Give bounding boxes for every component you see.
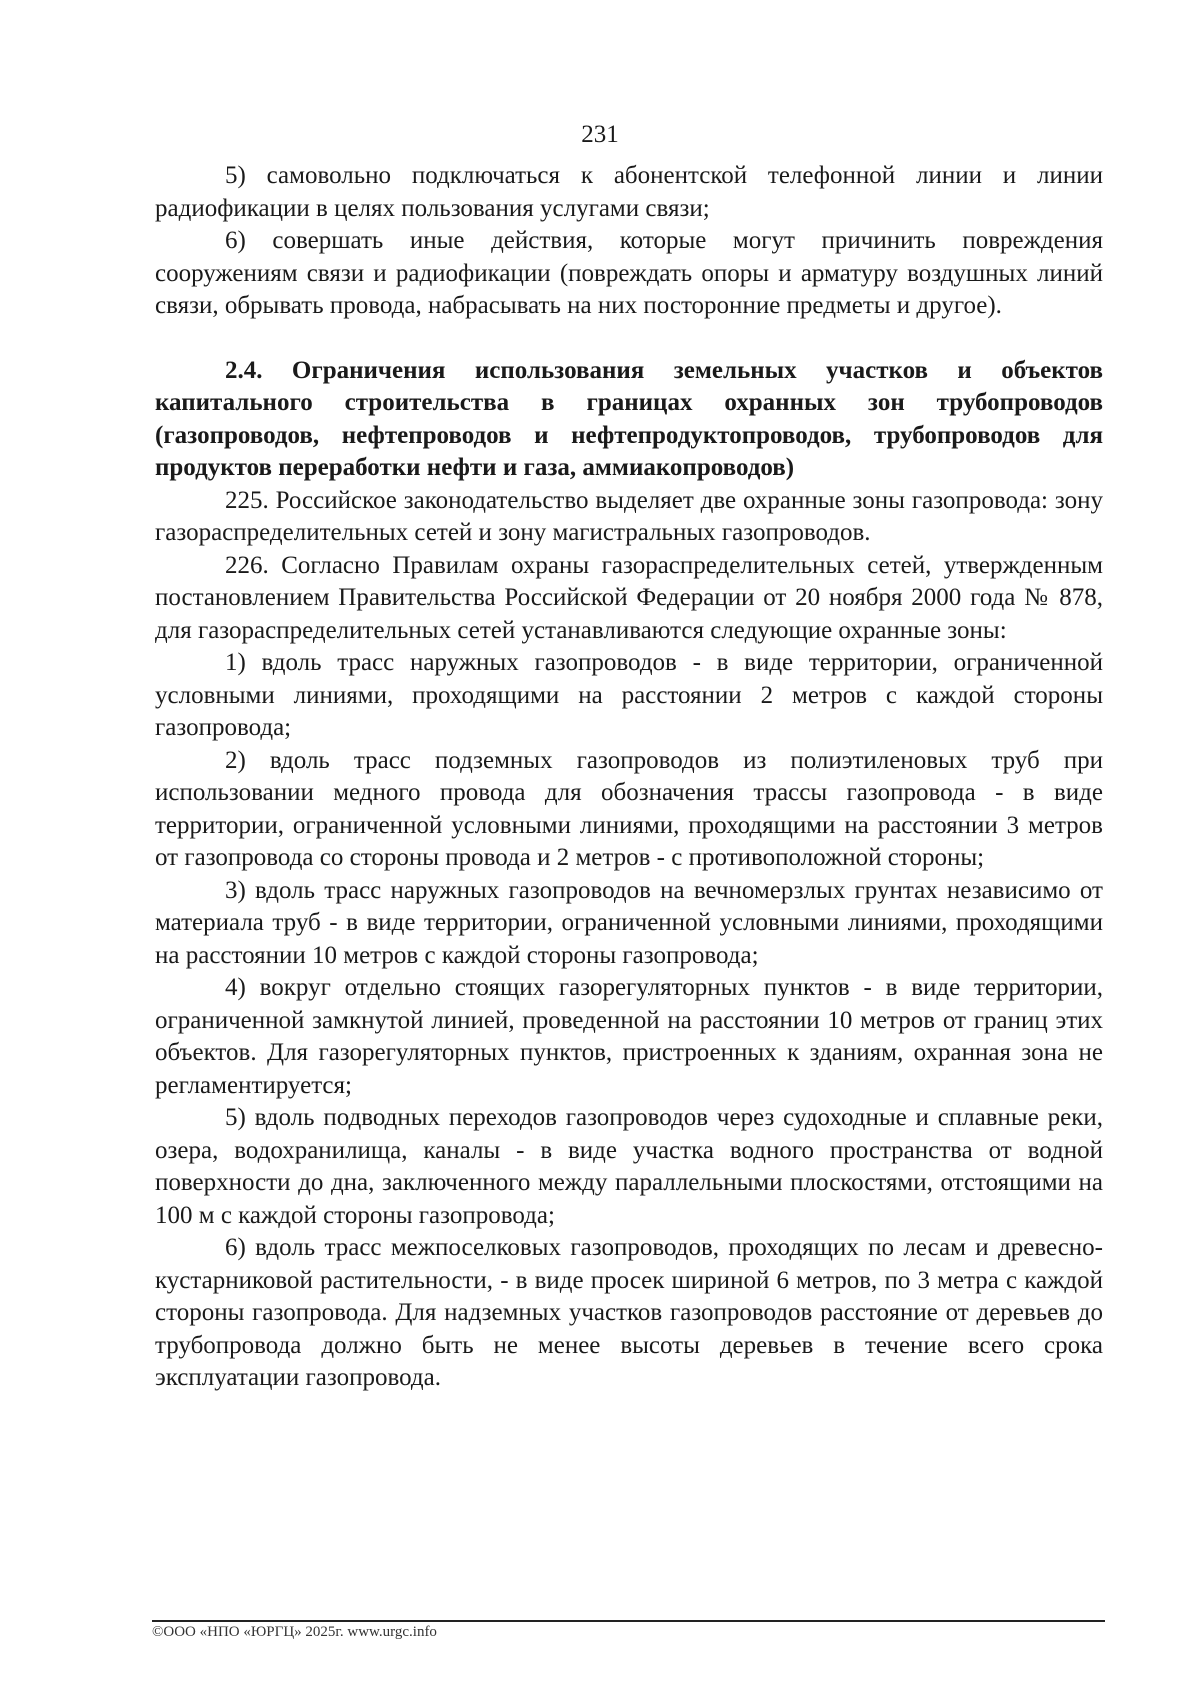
zone-item-3: 3) вдоль трасс наружных газопроводов на вечномерзлых грунтах независимо от материала труб - в виде территории, ограниченной условными линиями, проходящими на расстоянии 10 метров с каждой стороны газопровода; [155,876,1103,969]
section-heading-block [155,355,1103,485]
list-item-6: 6) совершать иные действия, которые могут причинить повреждения сооружениям связи и радиофикации (повреждать опоры и арматуру воздушных линий связи, обрывать провода, набрасывать на них посторонние предметы и другое). [155,227,1103,319]
list-item-5: 5) самовольно подключаться к абонентской телефонной линии и линии радиофикации в целях пользования услугами связи; [155,162,1103,222]
document-body [155,160,1103,1395]
paragraph-226: 226. Согласно Правилам охраны газораспределительных сетей, утвержденным постановлением Правительства Российской Федерации от 20 ноября 2000 года № 878, для газораспределительных сетей устанавливаются следующие охранные зоны: [155,551,1103,644]
zone-item-2: 2) вдоль трасс подземных газопроводов из полиэтиленовых труб при использовании медного провода для обозначения трассы газопровода - в виде территории, ограниченной условными линиями, проходящими на расстоянии 3 метров от газопровода со стороны провода и 2 метров - с противоположной стороны; [155,746,1103,871]
section-heading: 2.4. Ограничения использования земельных участков и объектов капитального строительства в границах охранных зон трубопроводов (газопроводов, нефтепроводов и нефтепродуктопроводов, трубопроводов для продуктов переработки нефти и газа, аммиакопроводов) [155,356,1103,481]
paragraph-225: 225. Российское законодательство выделяет две охранные зоны газопровода: зону газораспределительных сетей и зону магистральных газопроводов. [155,486,1103,546]
zone-item-5: 5) вдоль подводных переходов газопроводов через судоходные и сплавные реки, озера, водохранилища, каналы - в виде участка водного пространства от водной поверхности до дна, заключенного между параллельными плоскостями, отстоящими на 100 м с каждой стороны газопровода; [155,1104,1103,1229]
footer-divider [152,1620,1105,1622]
zone-item-6: 6) вдоль трасс межпоселковых газопроводов, проходящих по лесам и древесно-кустарниковой растительности, - в виде просек шириной 6 метров, по 3 метра с каждой стороны газопровода. Для надземных участков газопроводов расстояние от деревьев до трубопровода должно быть не менее высоты деревьев в течение всего срока эксплуатации газопровода. [155,1234,1103,1391]
zone-item-1: 1) вдоль трасс наружных газопроводов - в виде территории, ограниченной условными линиями, проходящими на расстоянии 2 метров с каждой стороны газопровода; [155,649,1103,741]
zone-item-4: 4) вокруг отдельно стоящих газорегуляторных пунктов - в виде территории, ограниченной замкнутой линией, проведенной на расстоянии 10 метров от границ этих объектов. Для газорегуляторных пунктов, пристроенных к зданиям, охранная зона не регламентируется; [155,974,1103,1099]
page-number: 231 [581,121,619,148]
footer-copyright: ©ООО «НПО «ЮРГЦ» 2025г. www.urgc.info [152,1624,437,1640]
